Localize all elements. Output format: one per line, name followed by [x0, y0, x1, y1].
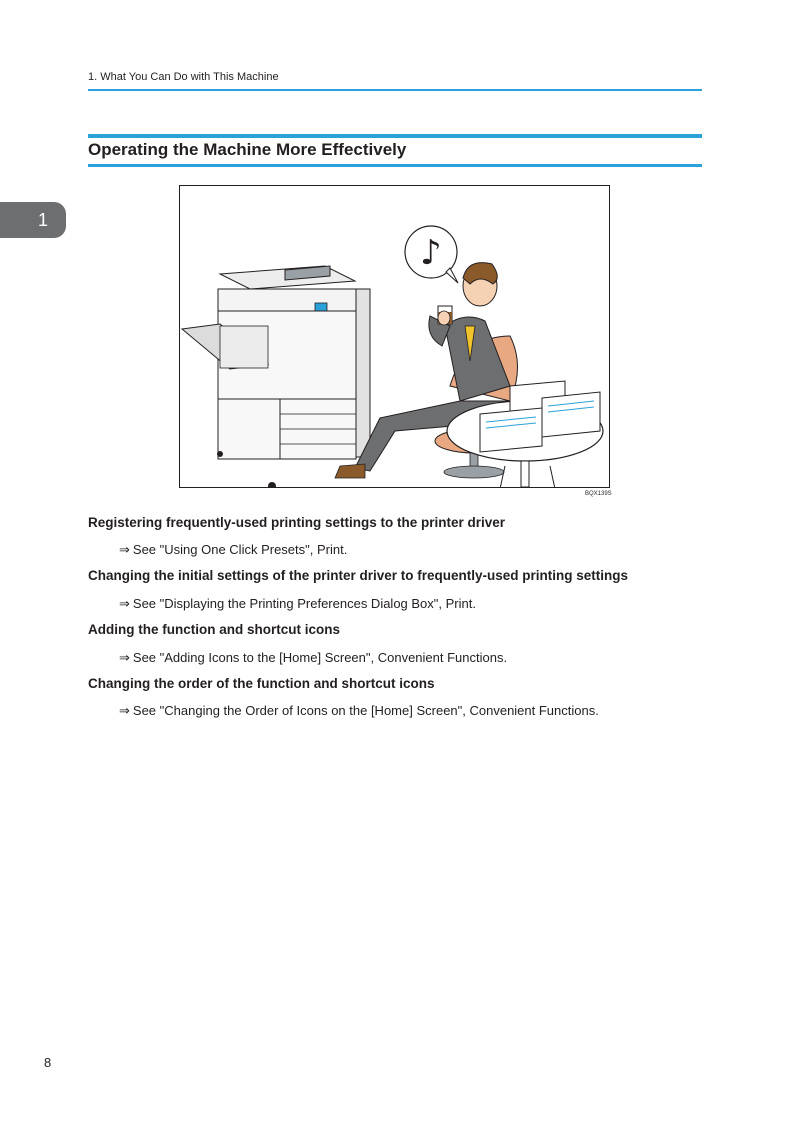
item-reference	[119, 596, 476, 612]
reference-text: See "Using One Click Presets", Print.	[132, 542, 348, 557]
item-heading: Changing the initial settings of the printer driver to frequently-used printing settings	[88, 568, 629, 583]
music-note-icon: ♪	[420, 233, 442, 273]
item-reference	[119, 703, 599, 719]
arrow-icon: ⇒	[119, 650, 130, 665]
reference-text: See "Changing the Order of Icons on the [Home] Screen", Convenient Functions.	[132, 703, 599, 718]
item-heading: Changing the order of the function and shortcut icons	[88, 676, 435, 691]
item-heading: Adding the function and shortcut icons	[88, 622, 340, 637]
copier-machine-illustration	[182, 266, 370, 488]
reference-text: See "Displaying the Printing Preferences Dialog Box", Print.	[132, 596, 476, 611]
item-heading: Registering frequently-used printing settings to the printer driver	[88, 515, 506, 530]
chapter-number: 1	[37, 210, 48, 230]
page-number: 8	[44, 1055, 52, 1070]
section-title: Operating the Machine More Effectively	[88, 140, 407, 159]
music-bubble-illustration	[405, 226, 458, 283]
illustration	[180, 186, 610, 488]
reference-text: See "Adding Icons to the [Home] Screen", Convenient Functions.	[132, 650, 508, 665]
item-reference	[119, 650, 507, 666]
title-rule-top	[88, 134, 702, 138]
arrow-icon: ⇒	[119, 703, 130, 718]
title-rule-bottom	[88, 164, 702, 167]
illustration-frame	[179, 185, 610, 488]
arrow-icon: ⇒	[119, 542, 130, 557]
item-reference	[119, 542, 347, 558]
figure-code: BQX139S	[585, 491, 612, 497]
header-rule	[88, 89, 702, 91]
arrow-icon: ⇒	[119, 596, 130, 611]
chapter-tab	[0, 202, 66, 238]
running-header: 1. What You Can Do with This Machine	[88, 71, 279, 83]
